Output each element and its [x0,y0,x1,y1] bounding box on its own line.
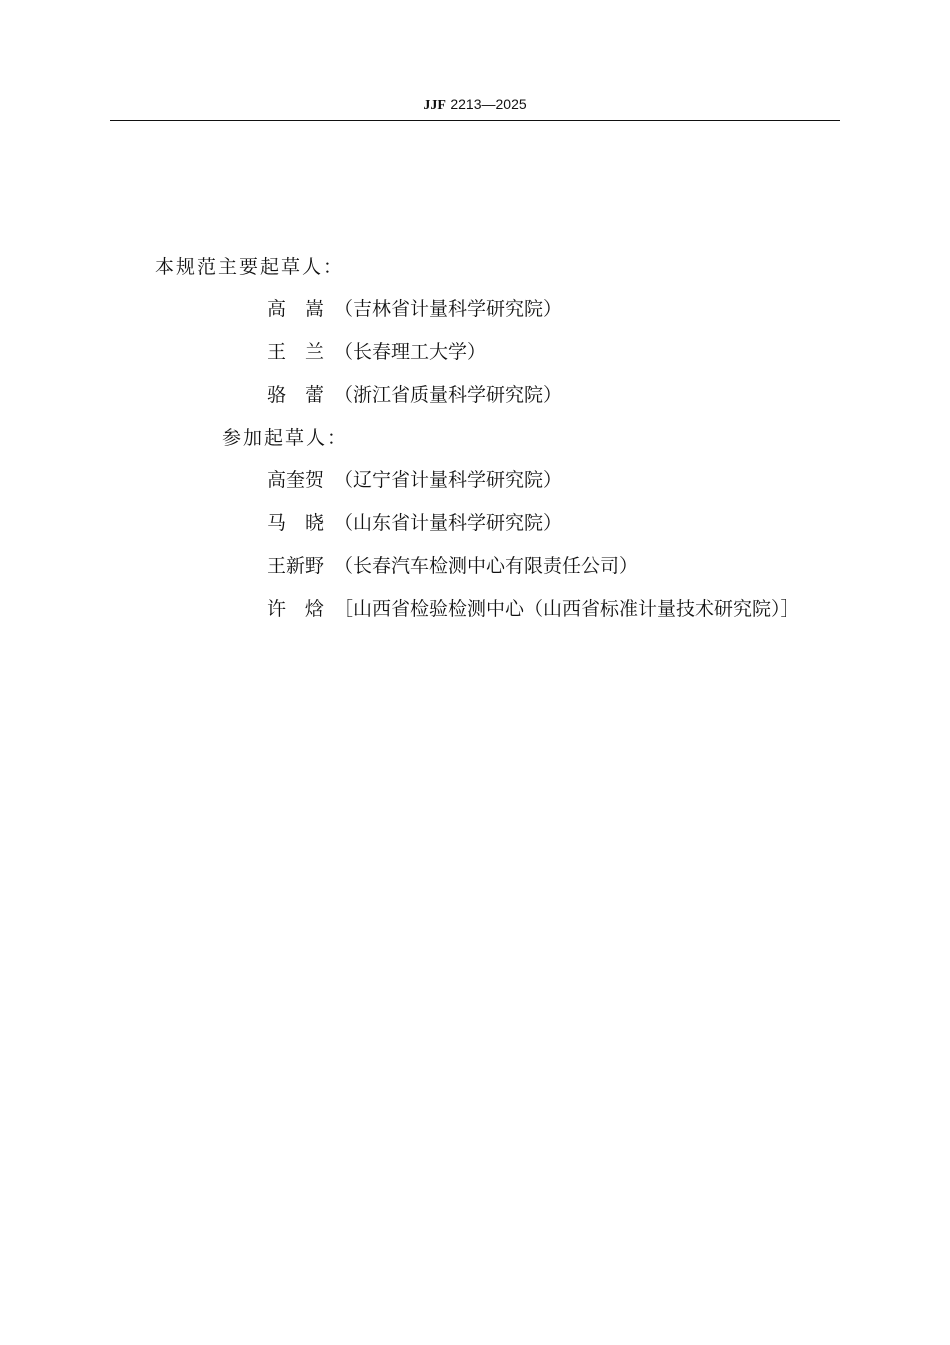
main-drafters-heading: 本规范主要起草人： [155,256,345,278]
standard-code-number: 2213—2025 [450,96,527,112]
drafter-name: 马 晓 [267,512,325,534]
participating-drafter-entry [267,467,562,493]
participating-drafter-entry [267,596,800,622]
drafter-affiliation: （吉林省计量科学研究院） [334,298,563,320]
drafter-name: 高 嵩 [267,298,325,320]
drafter-affiliation: ［山西省检验检测中心（山西省标准计量技术研究院）］ [334,598,800,620]
participating-drafter-entry [267,553,638,579]
main-drafter-entry [267,339,486,365]
drafter-name: 王 兰 [267,341,325,363]
main-drafter-entry [267,382,562,408]
drafter-affiliation: （长春理工大学） [334,341,487,363]
drafter-affiliation: （山东省计量科学研究院） [334,512,563,534]
participating-drafter-entry [267,510,562,536]
drafter-name: 许 焓 [267,598,325,620]
drafter-affiliation: （浙江省质量科学研究院） [334,384,563,406]
drafter-name: 骆 蕾 [267,384,325,406]
main-drafter-entry [267,296,562,322]
drafter-name: 王新野 [267,555,325,577]
header-divider [110,120,840,121]
participating-drafters-heading: 参加起草人： [222,427,349,449]
drafter-affiliation: （长春汽车检测中心有限责任公司） [334,555,639,577]
drafter-affiliation: （辽宁省计量科学研究院） [334,469,563,491]
page-header [0,94,950,116]
drafter-name: 高奎贺 [267,469,325,491]
standard-code-prefix: JJF [423,98,446,113]
